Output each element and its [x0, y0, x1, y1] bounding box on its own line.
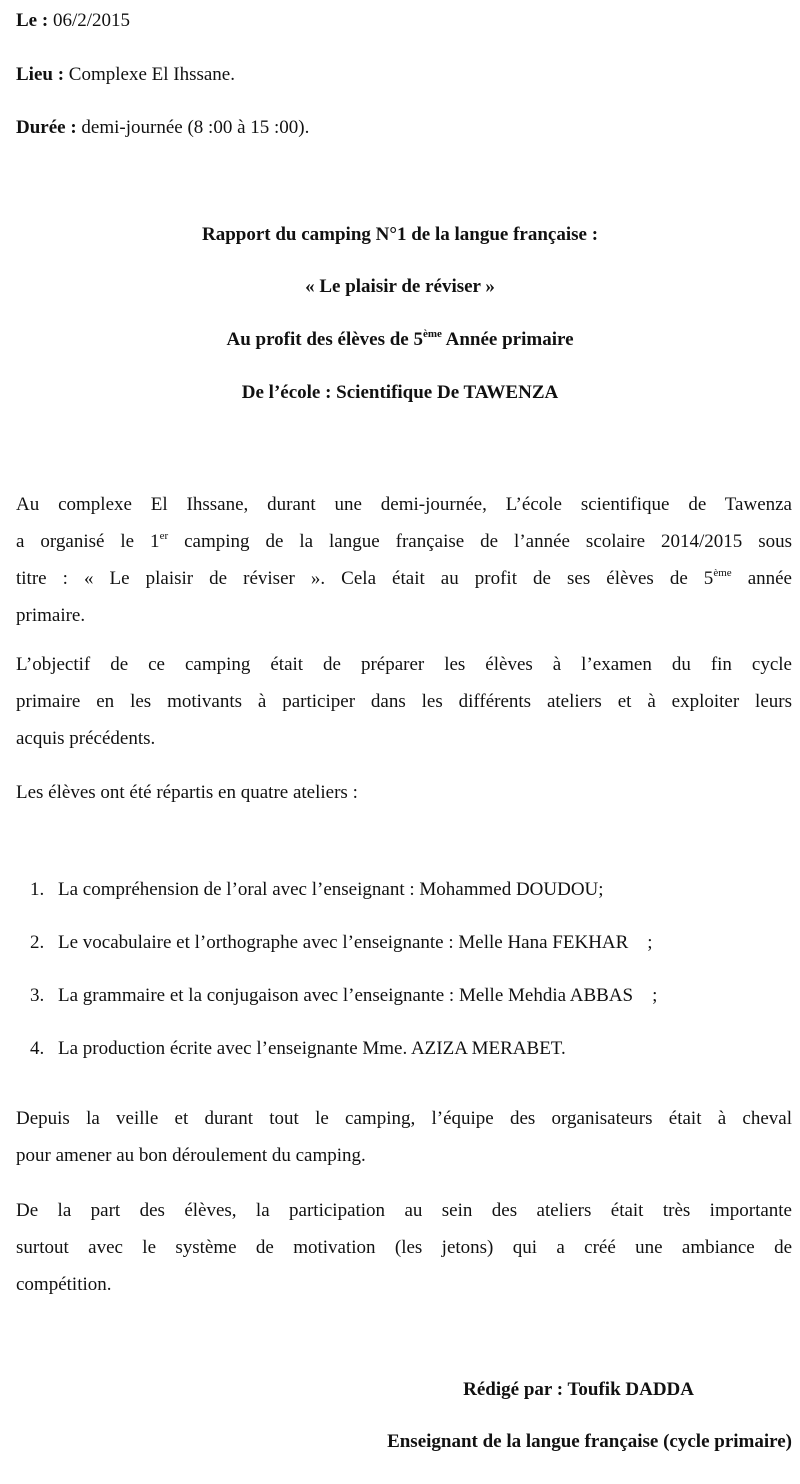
text-line: Au complexe El Ihssane, durant une demi-journée, L’école scientifique de Tawenza [16, 494, 792, 515]
duration-value: demi-journée (8 :00 à 15 :00). [76, 117, 310, 138]
date-line [16, 10, 130, 32]
author-signature: Rédigé par : Toufik DADDA [463, 1379, 694, 1400]
text-line: L’objectif de ce camping était de préparer les élèves à l’examen du fin cycle [16, 654, 792, 675]
place-line [16, 64, 235, 86]
place-value: Complexe El Ihssane. [64, 64, 235, 85]
text-line: pour amener au bon déroulement du camping. [16, 1145, 366, 1166]
paragraph-participation [16, 1192, 792, 1303]
list-item: 3. La grammaire et la conjugaison avec l’enseignante : Melle Mehdia ABBAS ; [30, 985, 658, 1006]
text-line: De la part des élèves, la participation au sein des ateliers était très importante [16, 1200, 792, 1221]
report-beneficiaries: Au profit des élèves de 5ème Année primaire [226, 328, 574, 350]
list-item: 2. Le vocabulaire et l’orthographe avec l’enseignante : Melle Hana FEKHAR ; [30, 932, 653, 953]
text-line: Les élèves ont été répartis en quatre ateliers : [16, 782, 358, 803]
author-role: Enseignant de la langue française (cycle primaire) [387, 1431, 792, 1452]
text-line: Depuis la veille et durant tout le camping, l’équipe des organisateurs était à cheval [16, 1108, 792, 1129]
date-value: 06/2/2015 [48, 10, 130, 31]
list-item: 4. La production écrite avec l’enseignante Mme. AZIZA MERABET. [30, 1038, 566, 1059]
duration-label: Durée : [16, 117, 77, 138]
text-line: primaire en les motivants à participer dans les différents ateliers et à exploiter leurs [16, 691, 792, 712]
list-item: 1. La compréhension de l’oral avec l’enseignant : Mohammed DOUDOU; [30, 879, 604, 900]
text-line: primaire. [16, 605, 86, 626]
paragraph-objective [16, 646, 792, 757]
report-school: De l’école : Scientifique De TAWENZA [241, 382, 559, 403]
text-line: a organisé le 1er camping de la langue française de l’année scolaire 2014/2015 sous [16, 530, 792, 552]
paragraph-workshops-intro [16, 774, 792, 811]
report-title: Rapport du camping N°1 de la langue française : [201, 224, 599, 245]
paragraph-organisation [16, 1100, 792, 1174]
text-line: acquis précédents. [16, 728, 156, 749]
paragraph-intro [16, 486, 792, 634]
place-label: Lieu : [16, 64, 65, 85]
text-line: compétition. [16, 1274, 112, 1295]
text-line: titre : « Le plaisir de réviser ». Cela était au profit de ses élèves de 5ème année [16, 567, 792, 589]
date-label: Le : [16, 10, 49, 31]
duration-line [16, 117, 309, 139]
text-line: surtout avec le système de motivation (les jetons) qui a créé une ambiance de [16, 1237, 792, 1258]
report-subtitle: « Le plaisir de réviser » [305, 276, 495, 297]
